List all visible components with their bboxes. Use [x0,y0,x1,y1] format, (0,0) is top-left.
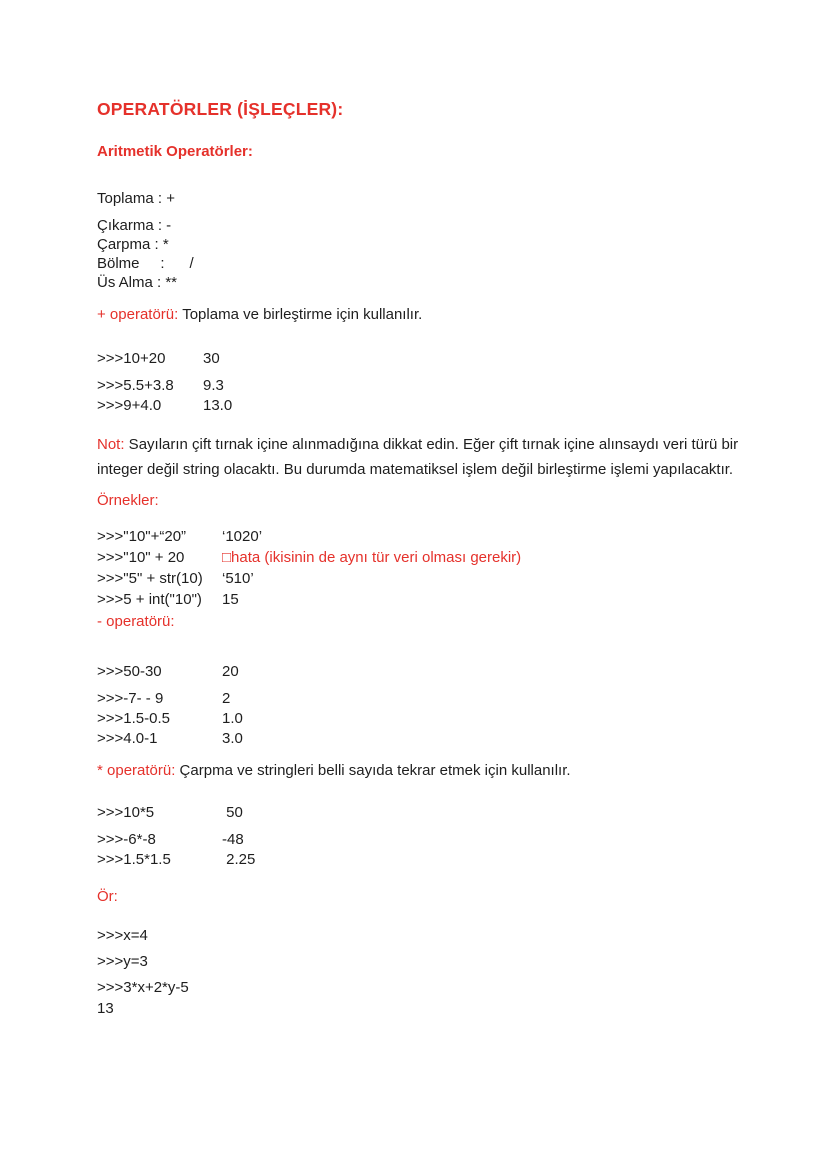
expression: >>>9+4.0 [97,397,162,414]
examples-heading [97,491,753,511]
example-row [97,709,753,729]
expression: >>>50-30 [97,663,162,680]
expression: >>>-6*-8 [97,831,156,848]
expression: >>>10+20 [97,350,166,367]
example-row [97,850,753,870]
string-examples [97,526,753,610]
operator-def-cikarma: Çıkarma : - [97,217,172,234]
result: 15 [222,591,239,608]
result: 3.0 [222,730,243,747]
example-row [97,689,753,709]
minus-operator-label: - operatörü: [97,613,175,630]
page-title: OPERATÖRLER (İŞLEÇLER): [97,99,344,119]
minus-operator-heading [97,612,753,632]
plus-examples [97,349,753,416]
result: 50 [222,804,243,821]
times-examples [97,803,753,870]
operator-def-toplama: Toplama : + [97,190,175,207]
operator-def-carpma: Çarpma : * [97,236,169,253]
code-line: >>>y=3 [97,953,148,970]
code-line: >>>x=4 [97,927,148,944]
example-row [97,830,753,850]
expression: >>>4.0-1 [97,730,158,747]
result: 9.3 [203,377,224,394]
note-label: Not: [97,436,125,453]
note-paragraph [97,432,753,482]
result: 30 [203,350,220,367]
example-row [97,376,753,396]
result: -48 [222,831,244,848]
example-row [97,729,753,749]
result: 2 [222,690,231,707]
result: 20 [222,663,239,680]
example-row [97,547,753,568]
examples-label: Örnekler: [97,492,159,509]
section-subtitle: Aritmetik Operatörler: [97,143,253,160]
expression: >>>10*5 [97,804,155,821]
result: ‘1020’ [222,528,263,545]
operator-def-usalma: Üs Alma : ** [97,274,178,291]
example-row [97,396,753,416]
example-row [97,568,753,589]
result: ‘510’ [222,570,254,587]
code-line: 13 [97,1000,114,1017]
example-row [97,803,753,823]
note-text: Sayıların çift tırnak içine alınmadığına dikkat edin. Eğer çift tırnak içine alınsaydı veri türü bir integer değil string olacaktı. Bu durumda matematiksel işlem değil birleştirme işlemi yapılacaktır. [97,436,743,478]
plus-operator-label: + operatörü: [97,306,179,323]
expression: >>>5.5+3.8 [97,377,174,394]
variable-example-code [97,925,753,1019]
or-heading [97,887,753,907]
plus-operator-description: Toplama ve birleştirme için kullanılır. [178,306,423,323]
times-operator-heading [97,761,753,781]
operator-definition-list [97,189,753,292]
plus-operator-heading [97,305,753,325]
operator-def-bolme: Bölme : / [97,255,194,272]
expression: >>>-7- - 9 [97,690,164,707]
error-result: □hata (ikisinin de aynı tür veri olması gerekir) [222,549,522,566]
result: 1.0 [222,710,243,727]
times-operator-label: * operatörü: [97,762,176,779]
example-row [97,349,753,369]
or-label: Ör: [97,888,118,905]
expression: >>>5 + int("10") [97,591,202,608]
example-row [97,589,753,610]
expression: >>>"5" + str(10) [97,570,203,587]
result: 13.0 [203,397,233,414]
result: 2.25 [222,851,256,868]
code-line: >>>3*x+2*y-5 [97,979,189,996]
example-row [97,662,753,682]
expression: >>>"10" + 20 [97,549,185,566]
example-row [97,526,753,547]
minus-examples [97,662,753,749]
times-operator-description: Çarpma ve stringleri belli sayıda tekrar etmek için kullanılır. [175,762,571,779]
expression: >>>"10"+“20” [97,528,187,545]
expression: >>>1.5*1.5 [97,851,171,868]
expression: >>>1.5-0.5 [97,710,170,727]
